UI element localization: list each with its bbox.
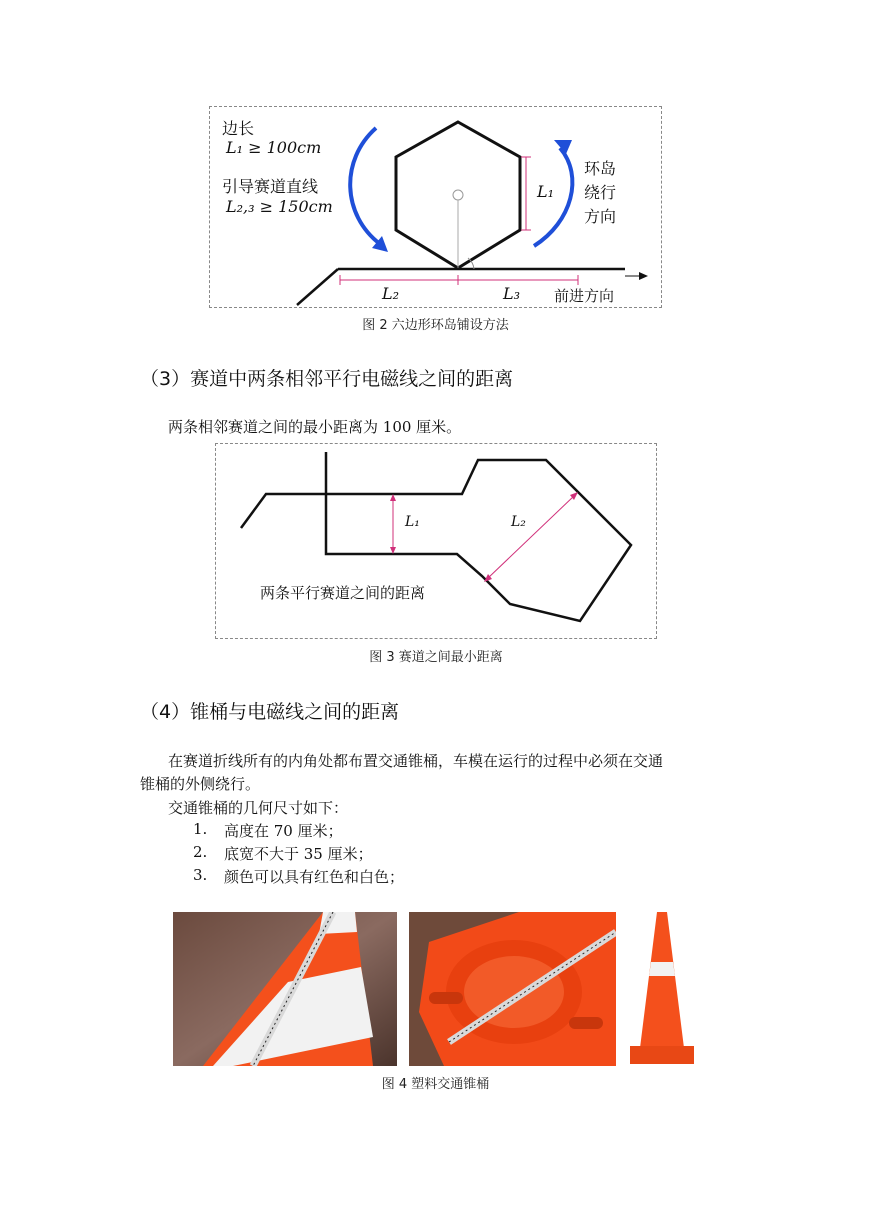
l3-label: L₃ xyxy=(503,284,521,303)
forward-direction-label: 前进方向 xyxy=(554,287,615,305)
figure-3-l1-label: L₁ xyxy=(405,514,420,530)
side-length-title: 边长 xyxy=(222,119,255,138)
section-4-intro: 交通锥桶的几何尺寸如下： xyxy=(168,799,349,817)
guide-line-title: 引导赛道直线 xyxy=(222,177,319,196)
section-4-heading: （4）锥桶与电磁线之间的距离 xyxy=(140,701,400,723)
list-item: 高度在 70 厘米； xyxy=(224,822,343,840)
list-item-number: 1. xyxy=(193,820,208,838)
rotate-label-2: 绕行 xyxy=(584,183,617,202)
l2-label: L₂ xyxy=(382,284,400,303)
figure-3-text-label: 两条平行赛道之间的距离 xyxy=(260,584,426,602)
list-item-number: 3. xyxy=(193,866,208,884)
figure-4-caption: 图 4 塑料交通锥桶 xyxy=(381,1077,490,1092)
figure-3-l2-label: L₂ xyxy=(511,514,526,530)
cone-photo-1 xyxy=(173,912,397,1066)
rotate-label-1: 环岛 xyxy=(584,159,617,178)
hexagon-l1-label: L₁ xyxy=(537,182,555,201)
section-3-heading: （3）赛道中两条相邻平行电磁线之间的距离 xyxy=(140,368,514,390)
section-4-paragraph-line-1: 在赛道折线所有的内角处都布置交通锥桶，车模在运行的过程中必须在交通 xyxy=(168,752,664,770)
left-rotate-arrow-icon xyxy=(350,128,380,244)
section-3-paragraph: 两条相邻赛道之间的最小距离为 100 厘米。 xyxy=(168,418,462,436)
figure-3-diagram xyxy=(215,443,657,639)
cone-photo-3 xyxy=(626,912,698,1066)
rotate-label-3: 方向 xyxy=(584,207,617,226)
side-length-formula: L₁ ≥ 100cm xyxy=(226,138,322,157)
figure-2-caption: 图 2 六边形环岛铺设方法 xyxy=(362,318,509,333)
section-4-paragraph-line-2: 锥桶的外侧绕行。 xyxy=(140,775,261,793)
guide-line-formula: L₂,₃ ≥ 150cm xyxy=(226,197,333,216)
list-item: 颜色可以具有红色和白色； xyxy=(224,868,405,886)
cone-photo-2 xyxy=(409,912,616,1066)
list-item: 底宽不大于 35 厘米； xyxy=(224,845,373,863)
list-item-number: 2. xyxy=(193,843,208,861)
hexagon-center xyxy=(453,190,463,200)
figure-3-caption: 图 3 赛道之间最小距离 xyxy=(369,650,503,665)
